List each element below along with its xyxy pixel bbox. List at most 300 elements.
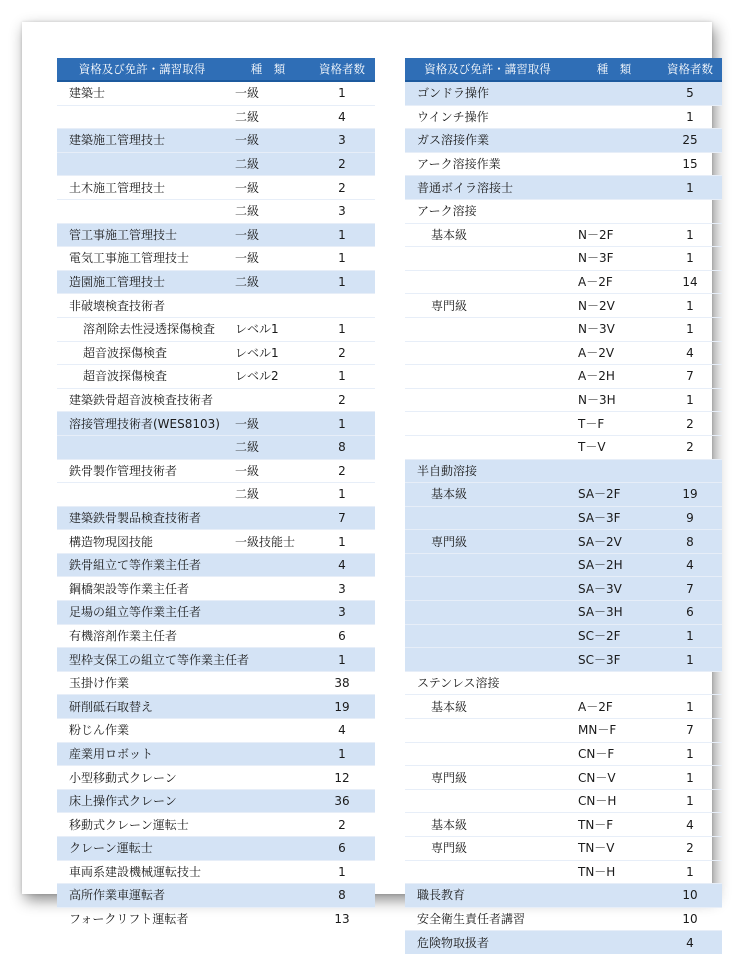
qualification-type: MN－F (578, 723, 617, 738)
qualification-type (570, 105, 658, 129)
qualification-name: 非破壊検査技術者 (69, 298, 166, 313)
qualification-type (227, 388, 309, 412)
qualification-name: ステンレス溶接 (417, 676, 500, 691)
table-row (57, 719, 375, 743)
qualified-count: 8 (309, 435, 375, 459)
table-row (57, 506, 375, 530)
table-row (405, 860, 722, 884)
qualification-name: 建築施工管理技士 (57, 129, 227, 153)
qualification-type: 二級 (227, 152, 309, 176)
qualification-name: 足場の組立等作業主任者 (57, 601, 227, 625)
qualification-name (405, 247, 570, 271)
qualification-name: 超音波探傷検査 (83, 369, 168, 384)
qualification-name: 鉄骨組立て等作業主任者 (57, 553, 227, 577)
qualification-name (405, 270, 570, 294)
qualification-name: クレーン運転士 (57, 837, 227, 861)
qualification-type: TN－F (578, 817, 614, 832)
table-row (57, 553, 375, 577)
qualification-type: 二級 (235, 109, 260, 124)
qualified-count: 2 (686, 440, 694, 455)
qualified-count: 7 (658, 577, 722, 601)
qualification-name: 専門級 (431, 298, 468, 313)
qualification-type (570, 671, 658, 695)
qualified-count: 3 (338, 581, 346, 596)
qualified-count: 1 (309, 648, 375, 672)
qualification-name: 基本級 (405, 483, 570, 507)
header-count: 資格者数 (309, 58, 375, 81)
qualification-name (405, 365, 570, 389)
qualified-count: 1 (686, 251, 694, 266)
table-row (57, 860, 375, 884)
qualification-name: 管工事施工管理技士 (57, 223, 227, 247)
qualification-type (227, 506, 309, 530)
qualification-type: 一級 (227, 412, 309, 436)
qualified-count (658, 671, 722, 695)
qualification-type: N－2V (578, 298, 615, 313)
qualification-name: 危険物取扱者 (405, 931, 570, 954)
qualification-name (405, 601, 570, 625)
table-row (57, 483, 375, 507)
table-row (405, 577, 722, 601)
qualified-count: 2 (338, 345, 346, 360)
table-row (405, 695, 722, 719)
qualified-count: 4 (338, 109, 346, 124)
table-row (57, 341, 375, 365)
qualification-name (405, 317, 570, 341)
qualification-name: 産業用ロボット (57, 742, 227, 766)
qualification-name: ゴンドラ操作 (405, 81, 570, 105)
qualification-name (405, 577, 570, 601)
qualification-name (405, 648, 570, 672)
qualified-count: 4 (686, 345, 694, 360)
qualification-type: 二級 (235, 204, 260, 219)
qualification-name (405, 435, 570, 459)
qualification-type: CN－V (578, 770, 616, 785)
qualification-name: 安全衛生責任者講習 (417, 912, 526, 927)
qualification-type (570, 152, 658, 176)
qualified-count: 15 (682, 157, 698, 172)
table-row (405, 105, 722, 129)
qualification-name: 造園施工管理技士 (57, 270, 227, 294)
qualification-type (570, 907, 658, 931)
qualification-type (570, 176, 658, 200)
qualification-name: 床上操作式クレーン (57, 789, 227, 813)
qualification-name (57, 483, 227, 507)
qualification-name (405, 388, 570, 412)
qualification-type: SA－2F (570, 483, 658, 507)
qualified-count: 3 (309, 129, 375, 153)
qualification-type (227, 719, 309, 743)
qualified-count: 1 (309, 412, 375, 436)
qualification-type: CN－F (578, 746, 615, 761)
qualification-name: 小型移動式クレーン (69, 770, 177, 785)
table-row (405, 884, 722, 908)
qualification-type (227, 601, 309, 625)
qualification-name: 職長教育 (405, 884, 570, 908)
qualification-type: A－2H (578, 369, 615, 384)
table-row (57, 388, 375, 412)
qualified-count: 1 (309, 223, 375, 247)
qualified-count: 6 (658, 601, 722, 625)
qualified-count: 1 (686, 298, 694, 313)
qualification-type (570, 459, 658, 483)
table-row (405, 483, 722, 507)
qualification-name (405, 789, 570, 813)
table-row (57, 435, 375, 459)
qualified-count: 1 (686, 393, 694, 408)
table-row (405, 317, 722, 341)
qualified-count: 25 (658, 129, 722, 153)
qualification-name (405, 624, 570, 648)
table-row (405, 931, 722, 954)
qualification-name: 移動式クレーン運転士 (69, 817, 189, 832)
qualification-name: 建築士 (69, 86, 106, 101)
table-row (57, 648, 375, 672)
table-row (57, 199, 375, 223)
qualification-name: 基本級 (431, 699, 468, 714)
qualified-count (658, 199, 722, 223)
qualified-count: 1 (686, 109, 694, 124)
qualified-count: 9 (658, 506, 722, 530)
table-row (57, 742, 375, 766)
qualification-type: T－F (578, 416, 605, 431)
qualification-name (405, 742, 570, 766)
qualified-count: 1 (338, 251, 346, 266)
qualification-name: 基本級 (431, 817, 468, 832)
qualification-name: 鋼橋架設等作業主任者 (69, 581, 190, 596)
qualification-type: 一級 (235, 463, 260, 478)
qualification-name (57, 105, 227, 129)
qualification-type (227, 577, 309, 601)
qualification-type (227, 695, 309, 719)
qualification-type: 二級 (227, 435, 309, 459)
qualified-count: 6 (338, 628, 346, 643)
qualified-count: 4 (658, 553, 722, 577)
qualified-count: 36 (309, 789, 375, 813)
qualification-name: 土木施工管理技士 (69, 180, 166, 195)
qualified-count: 13 (334, 912, 350, 927)
table-row (57, 813, 375, 837)
table-row (405, 199, 722, 223)
qualified-count: 4 (338, 723, 346, 738)
qualification-name: 普通ボイラ溶接士 (405, 176, 570, 200)
qualification-table-left (57, 58, 375, 930)
qualification-name: 超音波探傷検査 (83, 345, 168, 360)
table-row (405, 648, 722, 672)
qualified-count: 5 (658, 81, 722, 105)
qualification-type (227, 294, 309, 318)
table-header-row (405, 58, 722, 81)
qualification-name (405, 719, 570, 743)
qualification-type (570, 129, 658, 153)
table-row (405, 742, 722, 766)
table-row (57, 247, 375, 271)
qualification-name (405, 553, 570, 577)
table-row (405, 176, 722, 200)
qualification-type (227, 671, 309, 695)
qualification-type (570, 931, 658, 954)
qualification-type: 二級 (235, 487, 260, 502)
qualified-count: 2 (338, 817, 346, 832)
qualified-count: 14 (682, 275, 698, 290)
qualification-type (227, 837, 309, 861)
table-row (57, 601, 375, 625)
table-row (57, 459, 375, 483)
qualification-name: 粉じん作業 (69, 723, 130, 738)
qualification-type (227, 907, 309, 930)
qualified-count: 2 (338, 180, 346, 195)
header-type: 種 類 (570, 58, 658, 81)
qualification-name (57, 152, 227, 176)
table-row (405, 553, 722, 577)
qualification-type: SA－2H (570, 553, 658, 577)
header-count: 資格者数 (658, 58, 722, 81)
table-row (57, 129, 375, 153)
qualified-count: 1 (658, 624, 722, 648)
qualification-name: アーク溶接 (417, 204, 477, 219)
qualified-count: 3 (338, 204, 346, 219)
table-row (57, 270, 375, 294)
qualification-name: 研削砥石取替え (57, 695, 227, 719)
table-row (57, 317, 375, 341)
table-row (405, 671, 722, 695)
qualification-type: 一級技能士 (235, 534, 296, 549)
qualification-type: N－2F (578, 227, 614, 242)
qualified-count: 1 (658, 648, 722, 672)
qualification-type: N－3V (578, 322, 615, 337)
qualification-type: 一級 (235, 251, 260, 266)
qualified-count: 8 (309, 884, 375, 908)
qualified-count (309, 294, 375, 318)
qualification-name: 建築鉄骨製品検査技術者 (57, 506, 227, 530)
table-row (405, 247, 722, 271)
qualification-type: レベル2 (235, 369, 279, 384)
qualification-type: SA－3V (570, 577, 658, 601)
qualified-count: 4 (658, 931, 722, 954)
qualification-type (227, 884, 309, 908)
qualified-count: 7 (309, 506, 375, 530)
qualified-count: 10 (682, 912, 698, 927)
header-qualification: 資格及び免許・講習取得 (405, 58, 570, 81)
table-row (405, 81, 722, 105)
table-row (57, 530, 375, 554)
table-row (57, 152, 375, 176)
qualification-name: 基本級 (431, 227, 468, 242)
qualified-count: 1 (338, 487, 346, 502)
qualification-name: 鉄骨製作管理技術者 (69, 463, 178, 478)
qualification-type: レベル1 (235, 345, 279, 360)
qualification-table-right (405, 58, 722, 954)
qualification-type (227, 553, 309, 577)
table-row (57, 907, 375, 930)
qualification-type (227, 860, 309, 884)
qualified-count: 38 (334, 676, 350, 691)
qualification-name: 構造物現図技能 (69, 534, 154, 549)
qualification-name (57, 199, 227, 223)
qualification-type: 一級 (227, 129, 309, 153)
qualified-count: 2 (338, 393, 346, 408)
qualification-name (405, 860, 570, 884)
table-row (57, 294, 375, 318)
qualified-count: 1 (338, 534, 346, 549)
table-row (57, 176, 375, 200)
table-row (405, 506, 722, 530)
qualified-count: 2 (686, 416, 694, 431)
qualified-count: 4 (686, 817, 694, 832)
qualification-type (227, 813, 309, 837)
qualification-type: SA－3H (570, 601, 658, 625)
qualification-type (227, 742, 309, 766)
qualified-count: 4 (309, 553, 375, 577)
qualified-count: 2 (338, 463, 346, 478)
table-row (405, 766, 722, 790)
table-header-row (57, 58, 375, 81)
qualification-type: N－3H (578, 393, 616, 408)
qualification-name: ウインチ操作 (417, 109, 489, 124)
table-row (57, 624, 375, 648)
qualification-type: SA－3F (570, 506, 658, 530)
qualification-name: 型枠支保工の組立て等作業主任者 (57, 648, 227, 672)
qualified-count: 10 (658, 884, 722, 908)
table-row (405, 837, 722, 861)
qualification-type (570, 199, 658, 223)
table-row (405, 624, 722, 648)
table-row (405, 152, 722, 176)
table-row (57, 223, 375, 247)
qualification-name: 専門級 (431, 770, 468, 785)
qualification-type: A－2F (578, 699, 613, 714)
qualified-count: 3 (309, 601, 375, 625)
qualification-type (227, 789, 309, 813)
qualified-count: 1 (338, 369, 346, 384)
qualification-type (570, 884, 658, 908)
qualified-count: 19 (309, 695, 375, 719)
table-row (405, 789, 722, 813)
qualified-count: 2 (686, 841, 694, 856)
qualified-count: 1 (338, 864, 346, 879)
table-row (405, 907, 722, 931)
qualified-count: 1 (686, 322, 694, 337)
qualification-type: N－3F (578, 251, 614, 266)
qualified-count (658, 459, 722, 483)
document-page (22, 22, 713, 950)
qualified-count: 1 (309, 742, 375, 766)
qualification-name: 車両系建設機械運転技士 (69, 864, 202, 879)
qualification-name: 建築鉄骨超音波検査技術者 (69, 393, 214, 408)
qualified-count: 1 (309, 270, 375, 294)
qualification-name: 専門級 (405, 530, 570, 554)
qualification-type: SC－2F (570, 624, 658, 648)
qualified-count: 6 (309, 837, 375, 861)
qualification-type: 一級 (235, 180, 260, 195)
table-row (405, 719, 722, 743)
qualification-name: 有機溶剤作業主任者 (69, 628, 178, 643)
table-row (405, 341, 722, 365)
qualification-type: SC－3F (570, 648, 658, 672)
table-row (57, 766, 375, 790)
table-row (57, 884, 375, 908)
qualification-name: 専門級 (431, 841, 468, 856)
qualification-name: 高所作業車運転者 (57, 884, 227, 908)
qualified-count: 1 (338, 322, 346, 337)
qualified-count: 1 (686, 864, 694, 879)
qualification-name: 溶接管理技術者(WES8103) (57, 412, 227, 436)
qualified-count: 2 (309, 152, 375, 176)
table-row (405, 129, 722, 153)
qualified-count: 1 (658, 176, 722, 200)
qualified-count: 1 (686, 699, 694, 714)
table-row (57, 412, 375, 436)
qualification-name: 溶剤除去性浸透探傷検査 (83, 322, 216, 337)
qualification-type: 一級 (235, 86, 260, 101)
table-row (405, 601, 722, 625)
table-row (57, 81, 375, 105)
qualification-type: A－2V (578, 345, 615, 360)
qualified-count: 12 (334, 770, 350, 785)
table-row (405, 813, 722, 837)
qualification-name (405, 506, 570, 530)
qualification-name: フォークリフト運転者 (69, 912, 189, 927)
qualification-name: 半自動溶接 (405, 459, 570, 483)
qualification-type (227, 624, 309, 648)
qualification-name: 玉掛け作業 (69, 676, 130, 691)
table-row (405, 459, 722, 483)
qualified-count: 1 (686, 794, 694, 809)
qualified-count: 1 (686, 746, 694, 761)
qualification-type: T－V (578, 440, 606, 455)
qualification-type: 一級 (227, 223, 309, 247)
qualification-name: アーク溶接作業 (417, 157, 501, 172)
qualification-name (405, 412, 570, 436)
table-row (57, 695, 375, 719)
qualification-type: 二級 (227, 270, 309, 294)
table-row (405, 294, 722, 318)
table-row (57, 671, 375, 695)
qualification-name (405, 341, 570, 365)
qualification-name: 電気工事施工管理技士 (69, 251, 190, 266)
qualified-count: 19 (658, 483, 722, 507)
qualified-count: 8 (658, 530, 722, 554)
table-row (57, 105, 375, 129)
qualified-count: 1 (686, 227, 694, 242)
qualification-type (227, 766, 309, 790)
qualification-type: SA－2V (570, 530, 658, 554)
table-row (405, 530, 722, 554)
qualification-type: TN－H (578, 864, 616, 879)
table-row (57, 789, 375, 813)
qualification-type (570, 81, 658, 105)
table-row (405, 388, 722, 412)
table-row (57, 577, 375, 601)
table-row (405, 412, 722, 436)
qualification-name: ガス溶接作業 (405, 129, 570, 153)
qualification-type: CN－H (578, 794, 617, 809)
table-row (405, 365, 722, 389)
qualification-type: レベル1 (235, 322, 279, 337)
table-row (405, 435, 722, 459)
qualified-count: 1 (338, 86, 346, 101)
table-row (57, 365, 375, 389)
qualification-type: A－2F (578, 275, 613, 290)
qualified-count: 7 (686, 723, 694, 738)
table-row (405, 223, 722, 247)
header-qualification: 資格及び免許・講習取得 (57, 58, 227, 81)
qualified-count: 1 (686, 770, 694, 785)
qualification-name (57, 435, 227, 459)
qualified-count: 7 (686, 369, 694, 384)
table-row (405, 270, 722, 294)
header-type: 種 類 (227, 58, 309, 81)
